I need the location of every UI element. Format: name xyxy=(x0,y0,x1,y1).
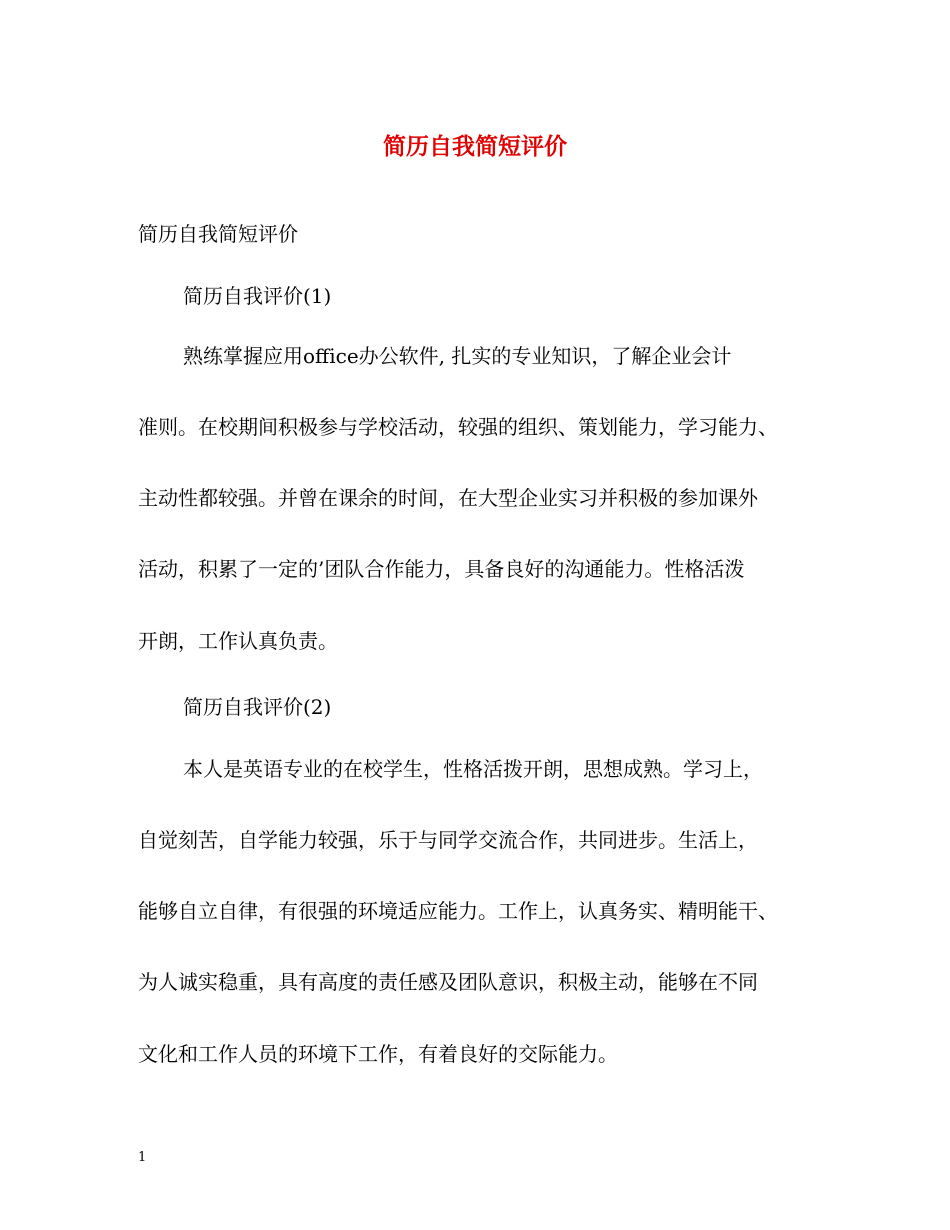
paragraph-line: 自觉刻苦，自学能力较强，乐于与同学交流合作，共同进步。生活上， xyxy=(138,828,758,852)
document-subtitle: 简历自我简短评价 xyxy=(138,222,298,246)
page-number: 1 xyxy=(138,1150,147,1165)
paragraph-line: 熟练掌握应用office办公软件, 扎实的专业知识，了解企业会计 xyxy=(183,344,732,368)
paragraph-line: 主动性都较强。并曾在课余的时间，在大型企业实习并积极的参加课外 xyxy=(138,486,758,510)
paragraph-line: 本人是英语专业的在校学生，性格活拨开朗，思想成熟。学习上， xyxy=(183,757,763,781)
paragraph-line: 能够自立自律，有很强的环境适应能力。工作上，认真务实、精明能干、 xyxy=(138,899,778,923)
paragraph-line: 开朗，工作认真负责。 xyxy=(138,629,338,653)
document-title: 简历自我简短评价 xyxy=(383,133,567,160)
paragraph-line: 准则。在校期间积极参与学校活动，较强的组织、策划能力，学习能力、 xyxy=(138,415,778,439)
paragraph-line: 活动，积累了一定的’团队合作能力，具备良好的沟通能力。性格活泼 xyxy=(138,557,745,581)
paragraph-line: 为人诚实稳重，具有高度的责任感及团队意识，积极主动，能够在不同 xyxy=(138,970,758,994)
paragraph-line: 文化和工作人员的环境下工作，有着良好的交际能力。 xyxy=(138,1042,618,1066)
section-heading-2: 简历自我评价(2) xyxy=(183,695,332,719)
section-heading-1: 简历自我评价(1) xyxy=(183,284,332,308)
